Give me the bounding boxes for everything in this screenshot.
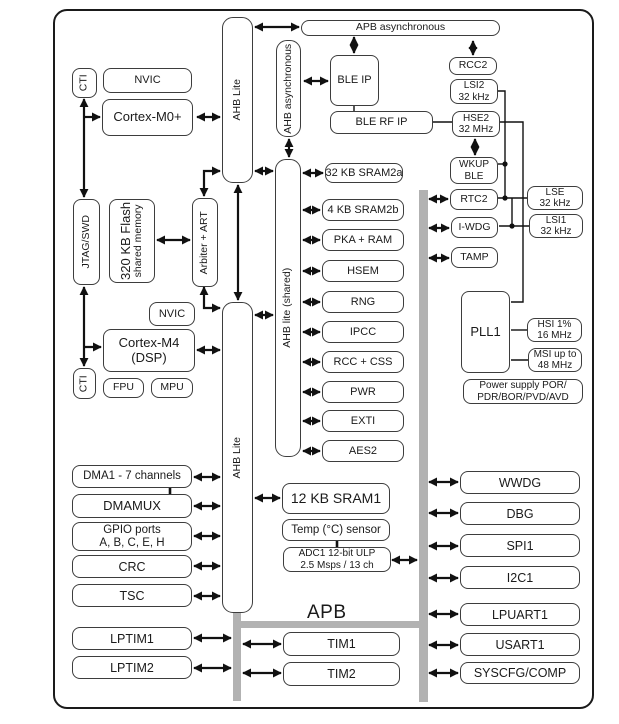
block-lsi2-line2: 32 kHz	[458, 91, 490, 103]
block-lsi2	[450, 79, 498, 104]
block-lse-line1: LSE	[545, 186, 565, 198]
bus-apb-asynchronous	[301, 20, 500, 36]
block-cti-top-label: CTI	[77, 74, 90, 92]
block-wkup-ble-line2: BLE	[464, 170, 484, 182]
block-hse2-line1: HSE2	[462, 112, 490, 124]
block-lptim2-label: LPTIM2	[110, 660, 154, 675]
block-wkup-ble-line1: WKUP	[459, 159, 489, 171]
block-rcc-css-label: RCC + CSS	[333, 355, 393, 368]
block-pwr-label: PWR	[350, 385, 376, 398]
block-tim2	[283, 662, 400, 686]
block-lptim1-label: LPTIM1	[110, 631, 154, 646]
block-aes2-label: AES2	[348, 444, 378, 457]
block-adc1-line1: ADC1 12-bit ULP	[298, 548, 376, 560]
block-fpu-label: FPU	[113, 381, 134, 394]
block-usart1-label: USART1	[495, 637, 545, 652]
apb-bus-label: APB	[307, 602, 347, 623]
block-wkup-ble	[450, 157, 498, 184]
block-arbiter-art	[192, 198, 218, 287]
block-cortex-m0	[102, 99, 193, 136]
block-rcc-css	[322, 351, 404, 373]
bus-ahb-lite-bottom-label: AHB Lite	[230, 436, 243, 479]
block-cortex-m4-line2: (DSP)	[131, 349, 167, 365]
block-flash-line2: shared memory	[132, 204, 145, 278]
block-tim2-label: TIM2	[327, 667, 356, 681]
block-msi-line1: MSI up to	[533, 348, 577, 360]
block-nvic-top	[103, 68, 192, 93]
block-ble-rf-ip-label: BLE RF IP	[355, 116, 408, 129]
block-flash-line1: 320 KB Flash	[118, 201, 134, 281]
bus-ahb-lite-shared-label: AHB lite (shared)	[281, 268, 294, 348]
block-ipcc-label: IPCC	[349, 325, 377, 338]
block-ble-ip	[330, 55, 379, 106]
block-msi-line2: 48 MHz	[537, 360, 573, 371]
block-cortex-m4-line1: Cortex-M4	[118, 334, 180, 350]
bus-ahb-lite-shared	[275, 159, 301, 457]
bus-ahb-asynchronous	[276, 40, 301, 137]
block-exti-label: EXTI	[350, 414, 376, 427]
block-i2c1	[460, 566, 580, 589]
block-lptim1	[72, 627, 192, 650]
block-gpio	[72, 522, 192, 551]
block-hsem-label: HSEM	[347, 264, 379, 277]
block-lsi1	[529, 214, 583, 238]
block-rtc2	[450, 189, 498, 210]
block-gpio-line1: GPIO ports	[103, 523, 161, 536]
block-iwdg	[451, 217, 498, 238]
block-crc-label: CRC	[118, 559, 146, 574]
block-tsc-label: TSC	[119, 588, 145, 603]
bus-ahb-lite-bottom	[222, 302, 253, 613]
block-temp-sensor-label: Temp (°C) sensor	[291, 523, 381, 536]
block-jtag-swd	[73, 199, 100, 285]
block-crc	[72, 555, 192, 578]
block-rcc2-label: RCC2	[458, 59, 488, 72]
block-tamp	[451, 247, 498, 268]
bus-ahb-lite-top-label: AHB Lite	[230, 79, 243, 121]
block-lptim2	[72, 656, 192, 679]
block-spi1	[460, 534, 580, 557]
block-tsc	[72, 584, 192, 607]
block-hsem	[322, 260, 404, 282]
block-dma1-label: DMA1 - 7 channels	[83, 470, 181, 483]
block-dbg	[460, 502, 580, 525]
block-sram2b-label: 4 KB SRAM2b	[327, 203, 399, 216]
block-gpio-line2: A, B, C, E, H	[99, 536, 165, 549]
block-i2c1-label: I2C1	[506, 570, 534, 585]
block-rtc2-label: RTC2	[460, 192, 488, 205]
block-syscfg-comp	[460, 662, 580, 684]
block-wwdg-label: WWDG	[498, 475, 542, 490]
block-sram2a-label: 32 KB SRAM2a	[325, 166, 403, 179]
block-lpuart1	[460, 603, 580, 626]
block-sram2b	[322, 199, 404, 221]
block-lsi2-line1: LSI2	[463, 80, 485, 92]
block-dmamux-label: DMAMUX	[103, 497, 161, 513]
block-dma1	[72, 465, 192, 488]
block-hsi	[527, 318, 582, 342]
block-ble-rf-ip	[330, 111, 433, 134]
block-ipcc	[322, 321, 404, 343]
block-nvic-2	[149, 302, 195, 326]
block-cti-2-label: CTI	[77, 375, 90, 392]
block-power-supply-line1: Power supply POR/	[479, 380, 567, 392]
block-ble-ip-label: BLE IP	[337, 74, 372, 87]
block-tim1-label: TIM1	[327, 637, 356, 651]
block-iwdg-label: I-WDG	[458, 220, 491, 233]
block-tim1	[283, 632, 400, 656]
block-lsi1-line1: LSI1	[545, 214, 567, 226]
block-pka-ram	[322, 229, 404, 251]
block-hse2-line2: 32 MHz	[458, 124, 494, 135]
bus-ahb-lite-top	[222, 17, 253, 183]
block-cti-top	[72, 68, 97, 98]
block-dbg-label: DBG	[506, 506, 534, 521]
block-mpu-label: MPU	[160, 381, 184, 394]
block-sram1-label: 12 KB SRAM1	[290, 489, 382, 506]
block-lsi1-line2: 32 kHz	[540, 226, 572, 237]
block-wwdg	[460, 471, 580, 494]
block-mpu	[151, 378, 193, 398]
block-adc1-line2: 2.5 Msps / 13 ch	[300, 559, 374, 571]
block-dmamux	[72, 494, 192, 518]
block-pll1	[461, 291, 510, 373]
block-pka-ram-label: PKA + RAM	[333, 233, 393, 246]
block-hsi-line1: HSI 1%	[537, 318, 572, 330]
block-hsi-line2: 16 MHz	[537, 330, 572, 341]
block-rng	[322, 291, 404, 313]
block-spi1-label: SPI1	[506, 538, 534, 553]
bus-ahb-asynchronous-label: AHB asynchronous	[281, 43, 294, 134]
block-pwr	[322, 381, 404, 403]
block-hse2	[452, 111, 500, 137]
block-power-supply-line2: PDR/BOR/PVD/AVD	[477, 391, 569, 403]
block-nvic-top-label: NVIC	[134, 74, 161, 87]
block-adc1	[283, 547, 391, 572]
block-sram2a	[325, 163, 403, 183]
block-temp-sensor	[282, 519, 390, 541]
block-aes2	[322, 440, 404, 462]
block-usart1	[460, 633, 580, 656]
block-exti	[322, 410, 404, 432]
block-rng-label: RNG	[350, 295, 376, 308]
block-fpu	[103, 378, 144, 398]
block-power-supply	[463, 379, 583, 404]
block-rcc2	[449, 57, 497, 75]
block-lse-line2: 32 kHz	[539, 198, 571, 209]
block-syscfg-comp-label: SYSCFG/COMP	[473, 666, 567, 680]
bus-apb-asynchronous-label: APB asynchronous	[355, 21, 446, 34]
block-sram1	[282, 483, 390, 514]
block-pll1-label: PLL1	[470, 323, 501, 339]
junction-dots	[502, 161, 514, 228]
block-cti-2	[73, 368, 96, 399]
block-cortex-m4	[103, 329, 195, 372]
block-msi	[528, 348, 582, 372]
block-arbiter-art-label: Arbiter + ART	[198, 210, 211, 275]
block-tamp-label: TAMP	[460, 250, 489, 263]
block-lse	[527, 186, 583, 210]
block-jtag-swd-label: JTAG/SWD	[79, 215, 92, 269]
block-flash	[109, 199, 155, 283]
block-nvic-2-label: NVIC	[158, 307, 186, 320]
block-cortex-m0-label: Cortex-M0+	[113, 109, 182, 125]
block-lpuart1-label: LPUART1	[491, 607, 549, 622]
